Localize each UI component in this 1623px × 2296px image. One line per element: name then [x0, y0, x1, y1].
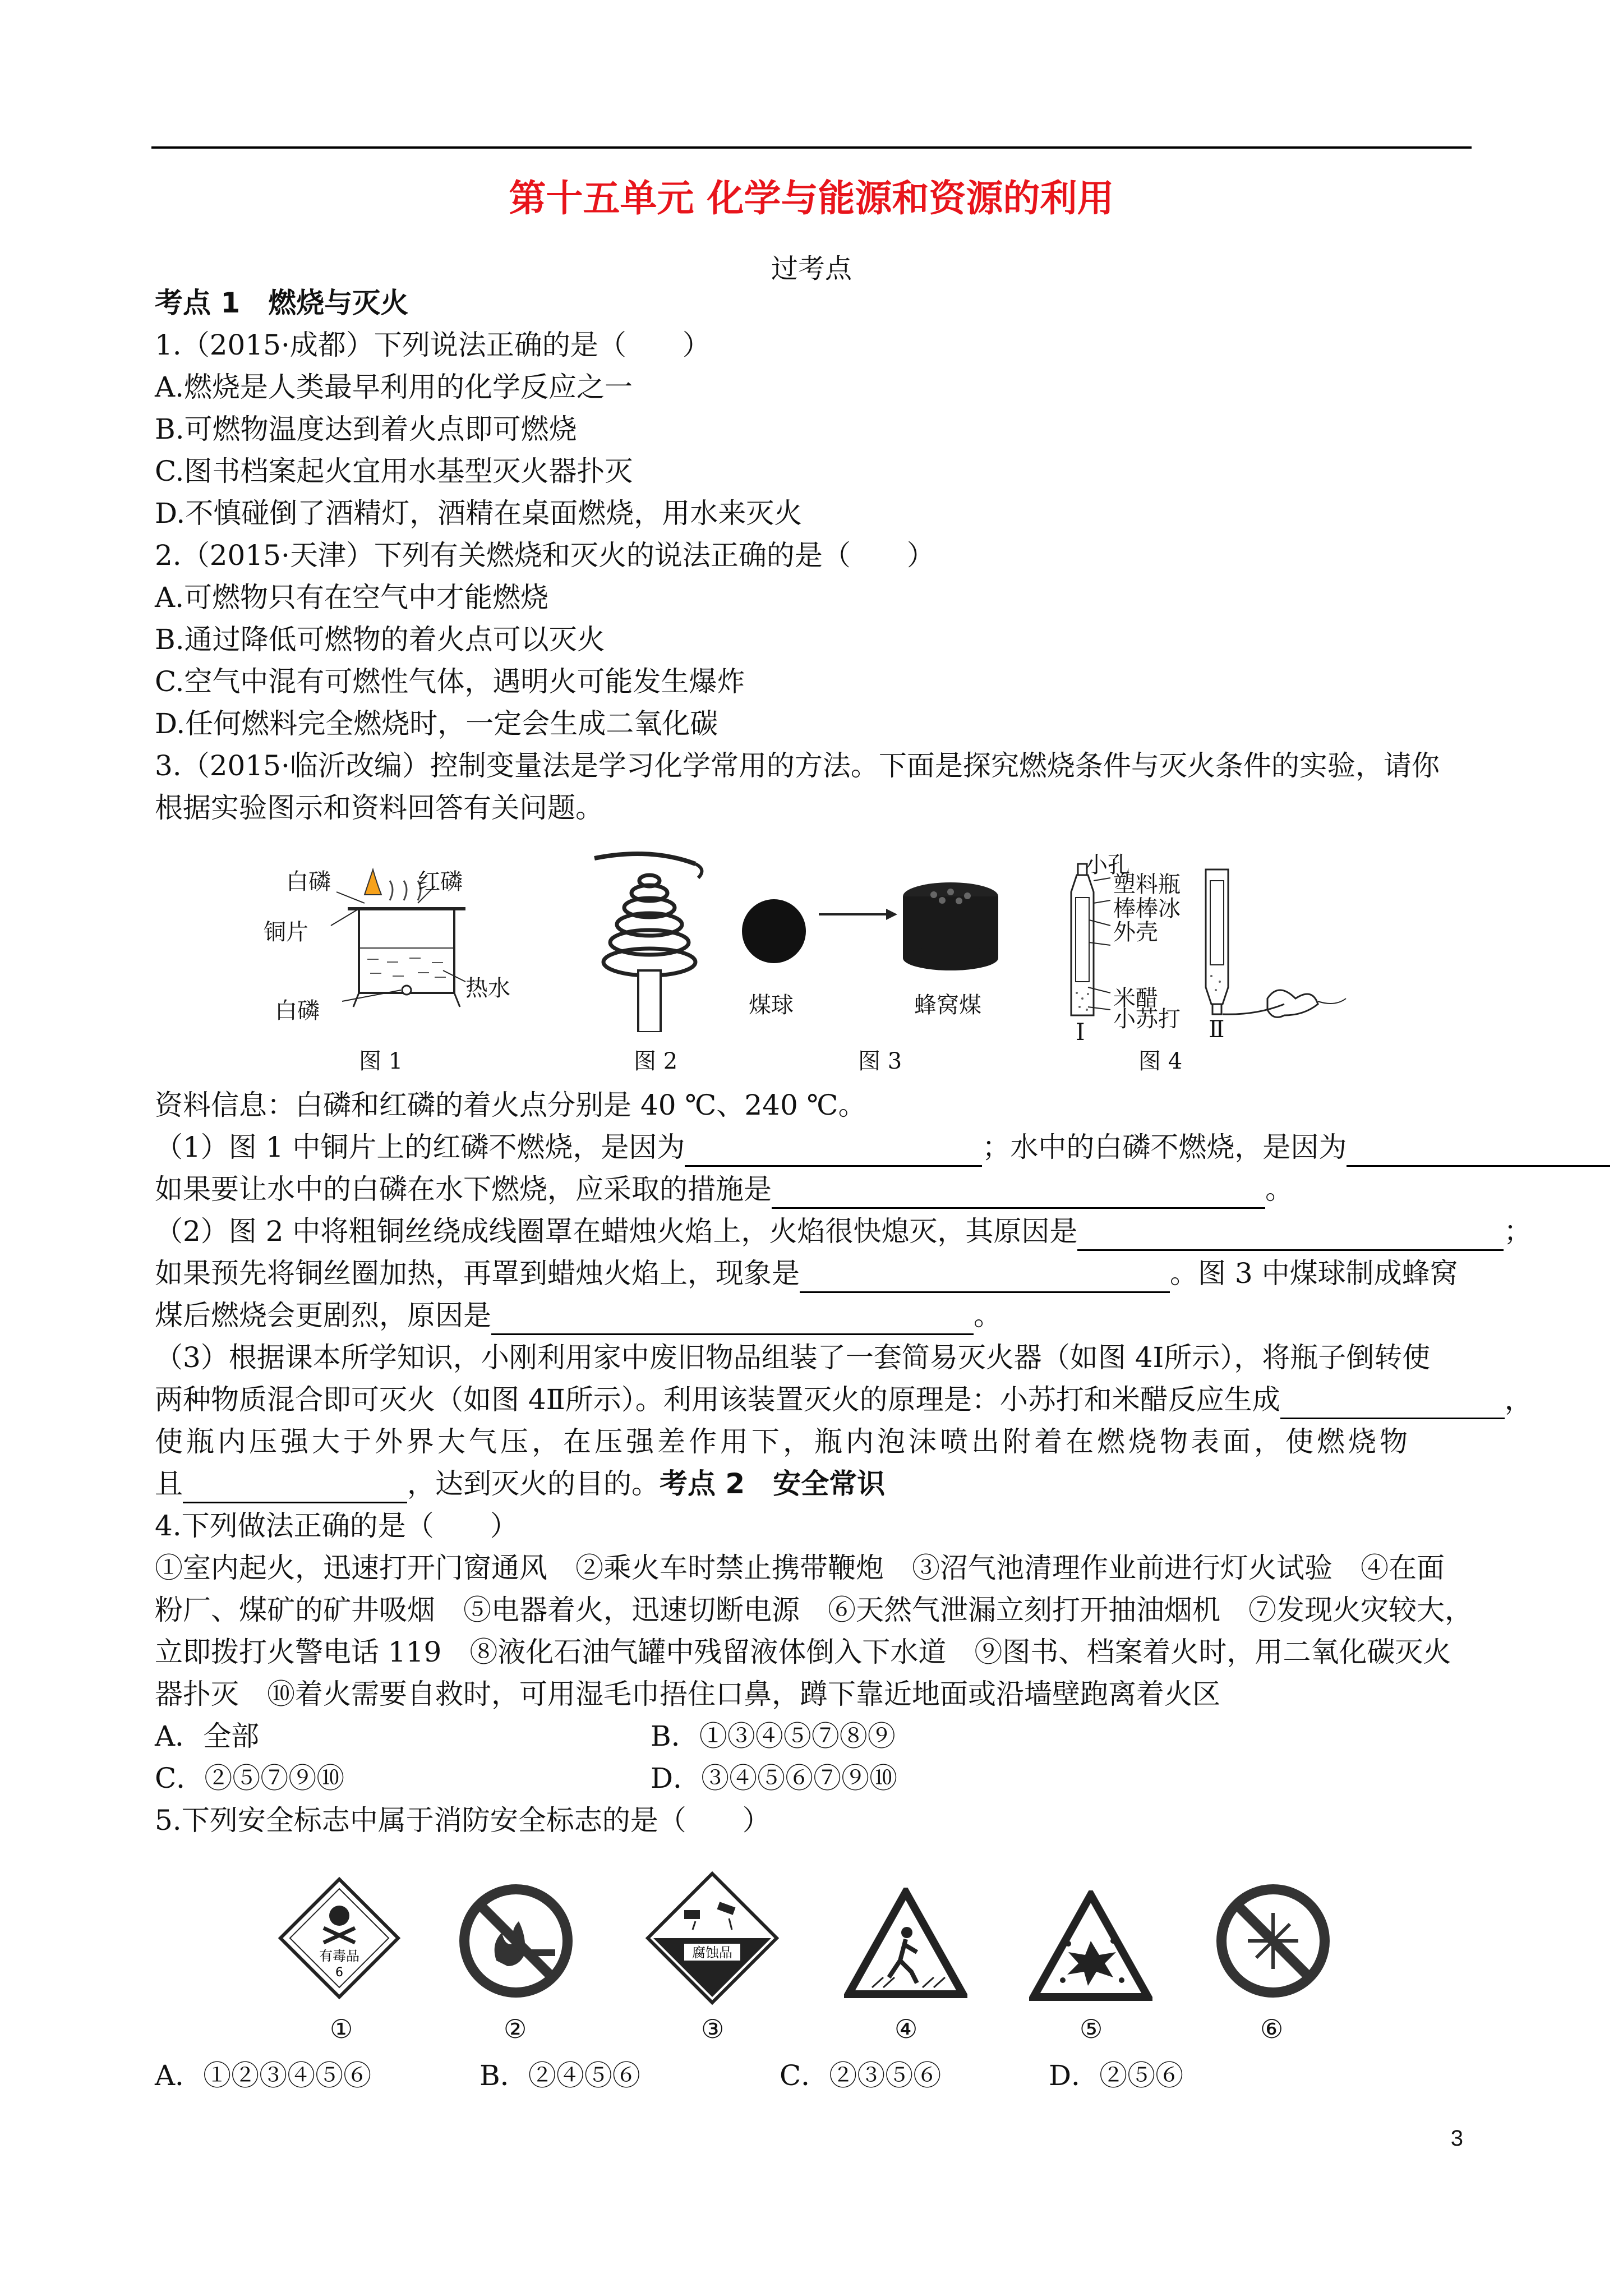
- q3-part2-text-a: （2）图 2 中将粗铜丝绕成线圈罩在蜡烛火焰上，火焰很快熄灭，其原因是: [155, 1215, 1078, 1248]
- fig3-label-coal-ball: 煤球: [749, 992, 794, 1018]
- q3-part2-text-c: 如果预先将铜丝圈加热，再罩到蜡烛火焰上，现象是: [155, 1257, 800, 1290]
- sign-1-toxic: [278, 1876, 401, 2000]
- q1-option-d: D.不慎碰倒了酒精灯，酒精在桌面燃烧，用水来灭火: [155, 497, 803, 530]
- sign-5-explosive: [1029, 1890, 1152, 2003]
- fig4-label-soda: 小苏打: [1113, 1006, 1181, 1032]
- q3-part2-line1: [155, 1212, 1532, 1251]
- sign-number-2: ②: [504, 2014, 527, 2044]
- q2-option-d: D.任何燃料完全燃烧时，一定会生成二氧化碳: [155, 707, 718, 740]
- answer-blank[interactable]: [1280, 1388, 1505, 1419]
- q3-part2-text-d: 。图 3 中煤球制成蜂窝: [1170, 1257, 1458, 1290]
- figure-1: [264, 853, 533, 1055]
- q2-option-b: B.通过降低可燃物的着火点可以灭火: [155, 623, 605, 656]
- fig4-label-ii: Ⅱ: [1209, 1015, 1225, 1043]
- figure-3: [718, 869, 998, 1027]
- fig1-label-copper: 铜片: [264, 919, 308, 945]
- q1-stem: 1.（2015·成都）下列说法正确的是（ ）: [155, 329, 711, 361]
- section-heading-1: 考点 1 燃烧与灭火: [155, 287, 409, 319]
- figure-4: [1054, 847, 1368, 1049]
- q1-option-c: C.图书档案起火宜用水基型灭火器扑灭: [155, 455, 633, 487]
- fig4-label-shell: 外壳: [1113, 919, 1158, 945]
- sign-1-class: 6: [335, 1966, 343, 1980]
- q1-option-b: B.可燃物温度达到着火点即可燃烧: [155, 413, 577, 445]
- answer-blank[interactable]: [800, 1262, 1170, 1293]
- q3-part2-text-f: 。: [974, 1299, 1002, 1332]
- sign-2-no-smoking-fire: [457, 1882, 575, 2000]
- page-title: 第十五单元 化学与能源和资源的利用: [509, 177, 1114, 220]
- fig4-label-hole: 小孔: [1085, 852, 1130, 878]
- sign-6-no-fireworks: [1214, 1882, 1332, 2000]
- q3-stem-line2: 根据实验图示和资料回答有关问题。: [155, 792, 603, 824]
- q5-option-c: C．②③⑤⑥: [780, 2059, 942, 2092]
- q5-stem: 5.下列安全标志中属于消防安全标志的是（ ）: [155, 1804, 771, 1837]
- q4-stem: 4.下列做法正确的是（ ）: [155, 1510, 518, 1542]
- header-rule: [151, 146, 1472, 149]
- q4-option-b: B．①③④⑤⑦⑧⑨: [651, 1720, 896, 1752]
- q3-part3-line4: [155, 1464, 885, 1503]
- q4-option-c: C．②⑤⑦⑨⑩: [155, 1762, 345, 1795]
- fig1-label-white-p-top: 白磷: [286, 869, 331, 895]
- fig4-label-bottle: 塑料瓶: [1113, 872, 1181, 898]
- sign-3-text: 腐蚀品: [692, 1945, 732, 1961]
- fig1-label-red-p: 红磷: [418, 869, 463, 895]
- fig3-caption: 图 3: [858, 1048, 902, 1074]
- q3-part3-text-e: 且: [155, 1467, 183, 1500]
- q1-option-a: A.燃烧是人类最早利用的化学反应之一: [155, 371, 633, 403]
- fig4-label-ice: 棒棒冰: [1113, 896, 1181, 922]
- q4-line1: ①室内起火，迅速打开门窗通风 ②乘火车时禁止携带鞭炮 ③沼气池清理作业前进行灯火试验 ④在面: [155, 1552, 1445, 1584]
- answer-blank[interactable]: [491, 1304, 974, 1335]
- sign-number-5: ⑤: [1080, 2014, 1103, 2044]
- q5-option-b: B．②④⑤⑥: [479, 2059, 640, 2092]
- q4-line2: 粉厂、煤矿的矿井吸烟 ⑤电器着火，迅速切断电源 ⑥天然气泄漏立刻打开抽油烟机 ⑦发现火灾较大，: [155, 1594, 1473, 1626]
- q3-part1-text-b: ；水中的白磷不燃烧，是因为: [982, 1131, 1347, 1163]
- q3-part3-text-c: ，: [1504, 1383, 1533, 1416]
- fig1-label-hot-water: 热水: [465, 976, 510, 1001]
- q3-part3-text-f: ，达到灭火的目的。: [407, 1467, 660, 1500]
- fig4-label-i: Ⅰ: [1076, 1018, 1085, 1046]
- answer-blank[interactable]: [1077, 1220, 1504, 1251]
- fig1-caption: 图 1: [359, 1048, 403, 1074]
- sign-number-3: ③: [701, 2014, 725, 2044]
- q3-part2-text-b: ；: [1504, 1215, 1532, 1248]
- figure-2: [583, 847, 718, 1032]
- answer-blank[interactable]: [685, 1136, 982, 1167]
- q3-part1-line1: [155, 1128, 1610, 1167]
- q3-part3-text-b: 两种物质混合即可灭火（如图 4Ⅱ所示）。利用该装置灭火的原理是：小苏打和米醋反应生成: [155, 1383, 1280, 1416]
- q3-part3-line2: [155, 1380, 1533, 1419]
- sign-4-warning-slip: [844, 1888, 967, 2000]
- q5-option-d: D．②⑤⑥: [1049, 2059, 1184, 2092]
- sign-number-4: ④: [895, 2014, 918, 2044]
- fig3-label-honeycomb: 蜂窝煤: [914, 992, 981, 1018]
- sign-number-1: ①: [330, 2014, 353, 2044]
- fig4-caption: 图 4: [1138, 1048, 1183, 1074]
- q3-stem-line1: 3.（2015·临沂改编）控制变量法是学习化学常用的方法。下面是探究燃烧条件与灭火条件的实验，请你: [155, 749, 1440, 782]
- fig2-caption: 图 2: [634, 1048, 678, 1074]
- q3-part3-line3: 使瓶内压强大于外界大气压，在压强差作用下，瓶内泡沫喷出附着在燃烧物表面，使燃烧物: [155, 1425, 1411, 1458]
- q2-stem: 2.（2015·天津）下列有关燃烧和灭火的说法正确的是（ ）: [155, 539, 935, 572]
- q3-part2-text-e: 煤后燃烧会更剧烈，原因是: [155, 1299, 491, 1332]
- section-heading-2: 考点 2 安全常识: [660, 1467, 886, 1500]
- q3-part2-line2: [155, 1254, 1458, 1293]
- answer-blank[interactable]: [183, 1473, 407, 1503]
- q4-option-d: D．③④⑤⑥⑦⑨⑩: [651, 1762, 898, 1795]
- fig4-label-vinegar: 米醋: [1113, 986, 1158, 1011]
- answer-blank[interactable]: [772, 1178, 1265, 1209]
- page-number: 3: [1450, 2126, 1463, 2151]
- q3-info: 资料信息：白磷和红磷的着火点分别是 40 ℃、240 ℃。: [155, 1089, 866, 1121]
- sign-1-text: 有毒品: [319, 1948, 359, 1964]
- q3-part1-text-d: 。: [1265, 1173, 1293, 1205]
- q2-option-a: A.可燃物只有在空气中才能燃烧: [155, 581, 549, 614]
- q3-part2-line3: [155, 1296, 1002, 1335]
- q4-option-a: A．全部: [155, 1720, 260, 1752]
- sign-number-6: ⑥: [1260, 2014, 1284, 2044]
- q2-option-c: C.空气中混有可燃性气体，遇明火可能发生爆炸: [155, 665, 745, 698]
- q3-part3-line1: （3）根据课本所学知识，小刚利用家中废旧物品组装了一套简易灭火器（如图 4Ⅰ所示），将瓶子倒转使: [155, 1341, 1431, 1374]
- answer-blank[interactable]: [1347, 1136, 1610, 1167]
- q3-part1-line2: [155, 1170, 1293, 1209]
- q3-part1-text-a: （1）图 1 中铜片上的红磷不燃烧，是因为: [155, 1131, 685, 1163]
- q3-part1-text-c: 如果要让水中的白磷在水下燃烧，应采取的措施是: [155, 1173, 772, 1205]
- fig1-label-white-p-bottom: 白磷: [275, 998, 320, 1024]
- q5-option-a: A．①②③④⑤⑥: [155, 2059, 372, 2092]
- sign-3-corrosive: [645, 1871, 780, 2005]
- page-subtitle: 过考点: [771, 253, 852, 284]
- q4-line4: 器扑灭 ⑩着火需要自救时，可用湿毛巾捂住口鼻，蹲下靠近地面或沿墙壁跑离着火区: [155, 1678, 1220, 1710]
- q4-line3: 立即拨打火警电话 119 ⑧液化石油气罐中残留液体倒入下水道 ⑨图书、档案着火时，用二氧化碳灭火: [155, 1636, 1451, 1668]
